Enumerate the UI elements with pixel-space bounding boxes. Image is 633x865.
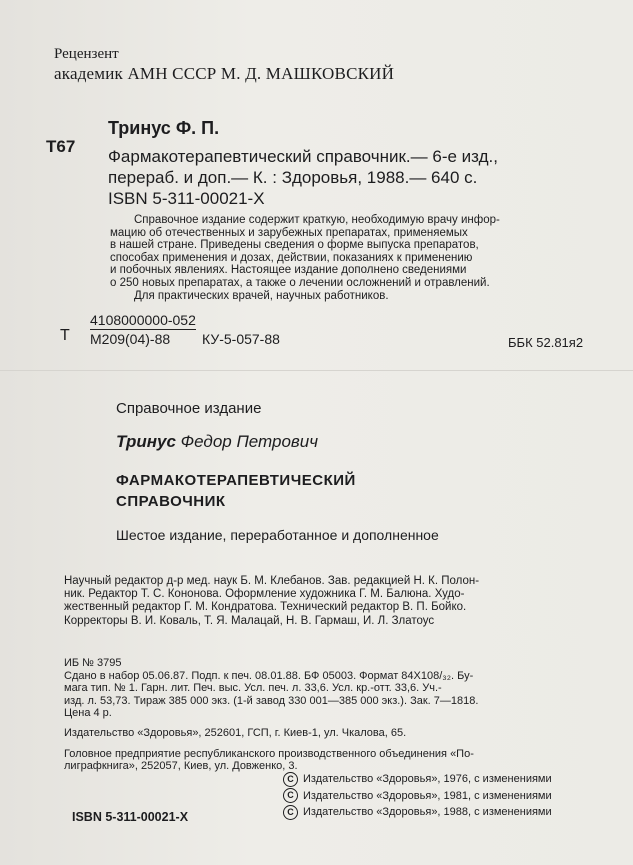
isbn-bottom: ISBN 5-311-00021-X: [72, 810, 189, 824]
printer-line: Головное предприятие республиканского производственного объединения «По-: [64, 747, 474, 760]
annotation-line: мацию об отечественных и зарубежных препаратах, применяемых: [110, 226, 468, 239]
credits-line: ник. Редактор Т. С. Кононова. Оформление художника Г. М. Балюна. Худо-: [64, 588, 465, 601]
edition-note: Шестое издание, переработанное и дополненное: [116, 527, 439, 543]
copyright-text: Издательство «Здоровья», 1976, с изменениями: [303, 773, 552, 785]
index-denominator: М209(04)-88: [90, 331, 171, 347]
annotation: [110, 214, 600, 302]
annotation-line: Справочное издание содержит краткую, необходимую врачу инфор-: [134, 214, 500, 226]
index-ku: КУ-5-057-88: [202, 331, 280, 347]
print-line: мага тип. № 1. Гарн. лит. Печ. выс. Усл. печ. л. 33,6. Усл. кр.-отт. 33,6. Уч.-: [64, 682, 442, 695]
catalog-code: Т67: [46, 137, 76, 156]
author-surname: Тринус: [116, 432, 176, 451]
copyright-block: [283, 771, 552, 821]
catalog-title-line: Фармакотерапевтический справочник.— 6-е изд.,: [108, 147, 498, 166]
edition-type: Справочное издание: [116, 400, 262, 417]
credits-line: Научный редактор д-р мед. наук Б. М. Клебанов. Зав. редакцией Н. К. Полон-: [64, 575, 480, 587]
catalog-title: [108, 146, 498, 209]
annotation-line: в нашей стране. Приведены сведения о форме выпуска препаратов,: [110, 239, 479, 252]
index-fraction: [90, 312, 196, 347]
catalog-title-line: перераб. и доп.— К. : Здоровья, 1988.— 640 с.: [108, 168, 478, 187]
credits-line: Корректоры В. И. Коваль, Т. Я. Малацай, Н. В. Гармаш, И. Л. Златоус: [64, 614, 435, 627]
credits-block: [64, 575, 479, 628]
annotation-line: о 250 новых препаратах, а также о лечении осложнений и отравлений.: [110, 276, 490, 289]
print-line: изд. л. 53,73. Тираж 385 000 экз. (1-й завод 330 001—385 000 экз.). Зак. 7—1818.: [64, 694, 479, 707]
copyright-text: Издательство «Здоровья», 1988, с изменениями: [303, 806, 552, 818]
catalog-isbn: ISBN 5-311-00021-X: [108, 189, 265, 208]
catalog-author: Тринус Ф. П.: [108, 118, 220, 138]
reviewer-name: академик АМН СССР М. Д. МАШКОВСКИЙ: [54, 64, 395, 83]
annotation-line: способах применения и дозах, действии, показаниях к применению: [110, 251, 473, 264]
index-numerator: 4108000000-052: [90, 312, 196, 328]
ib-number: ИБ № 3795: [64, 657, 122, 669]
author-given-name: Федор Петрович: [180, 432, 319, 451]
copyright-line: [283, 804, 552, 821]
annotation-line: Для практических врачей, научных работников.: [134, 289, 389, 302]
copyright-icon: С: [283, 805, 298, 820]
copyright-icon: С: [283, 772, 298, 787]
copyright-text: Издательство «Здоровья», 1981, с изменениями: [303, 789, 552, 802]
book-title-line1: ФАРМАКОТЕРАПЕВТИЧЕСКИЙ: [116, 472, 356, 489]
annotation-line: и побочных явлениях. Настоящее издание дополнено сведениями: [110, 264, 467, 277]
page-fold-divider: [0, 370, 633, 371]
printer-line: лиграфкнига», 252057, Киев, ул. Довженко, 3.: [64, 760, 298, 773]
copyright-line: [283, 788, 552, 805]
book-title-line2: СПРАВОЧНИК: [116, 493, 226, 510]
index-bbk: ББК 52.81я2: [508, 335, 584, 350]
publisher-address: Издательство «Здоровья», 252601, ГСП, г. Киев-1, ул. Чкалова, 65.: [64, 726, 407, 739]
imprint-author: [116, 432, 318, 452]
reviewer-block: [54, 44, 394, 84]
index-t-symbol: Т: [60, 327, 70, 344]
imprint-block: [64, 657, 478, 773]
book-title: [116, 470, 356, 512]
price: Цена 4 р.: [64, 707, 112, 720]
credits-line: жественный редактор Г. М. Кондратова. Технический редактор В. П. Бойко.: [64, 601, 467, 614]
reviewer-label: Рецензент: [54, 46, 119, 62]
copyright-line: [283, 771, 552, 788]
print-line: Сдано в набор 05.06.87. Подп. к печ. 08.01.88. БФ 05003. Формат 84Х108/₃₂. Бу-: [64, 669, 474, 682]
copyright-icon: С: [283, 788, 298, 803]
